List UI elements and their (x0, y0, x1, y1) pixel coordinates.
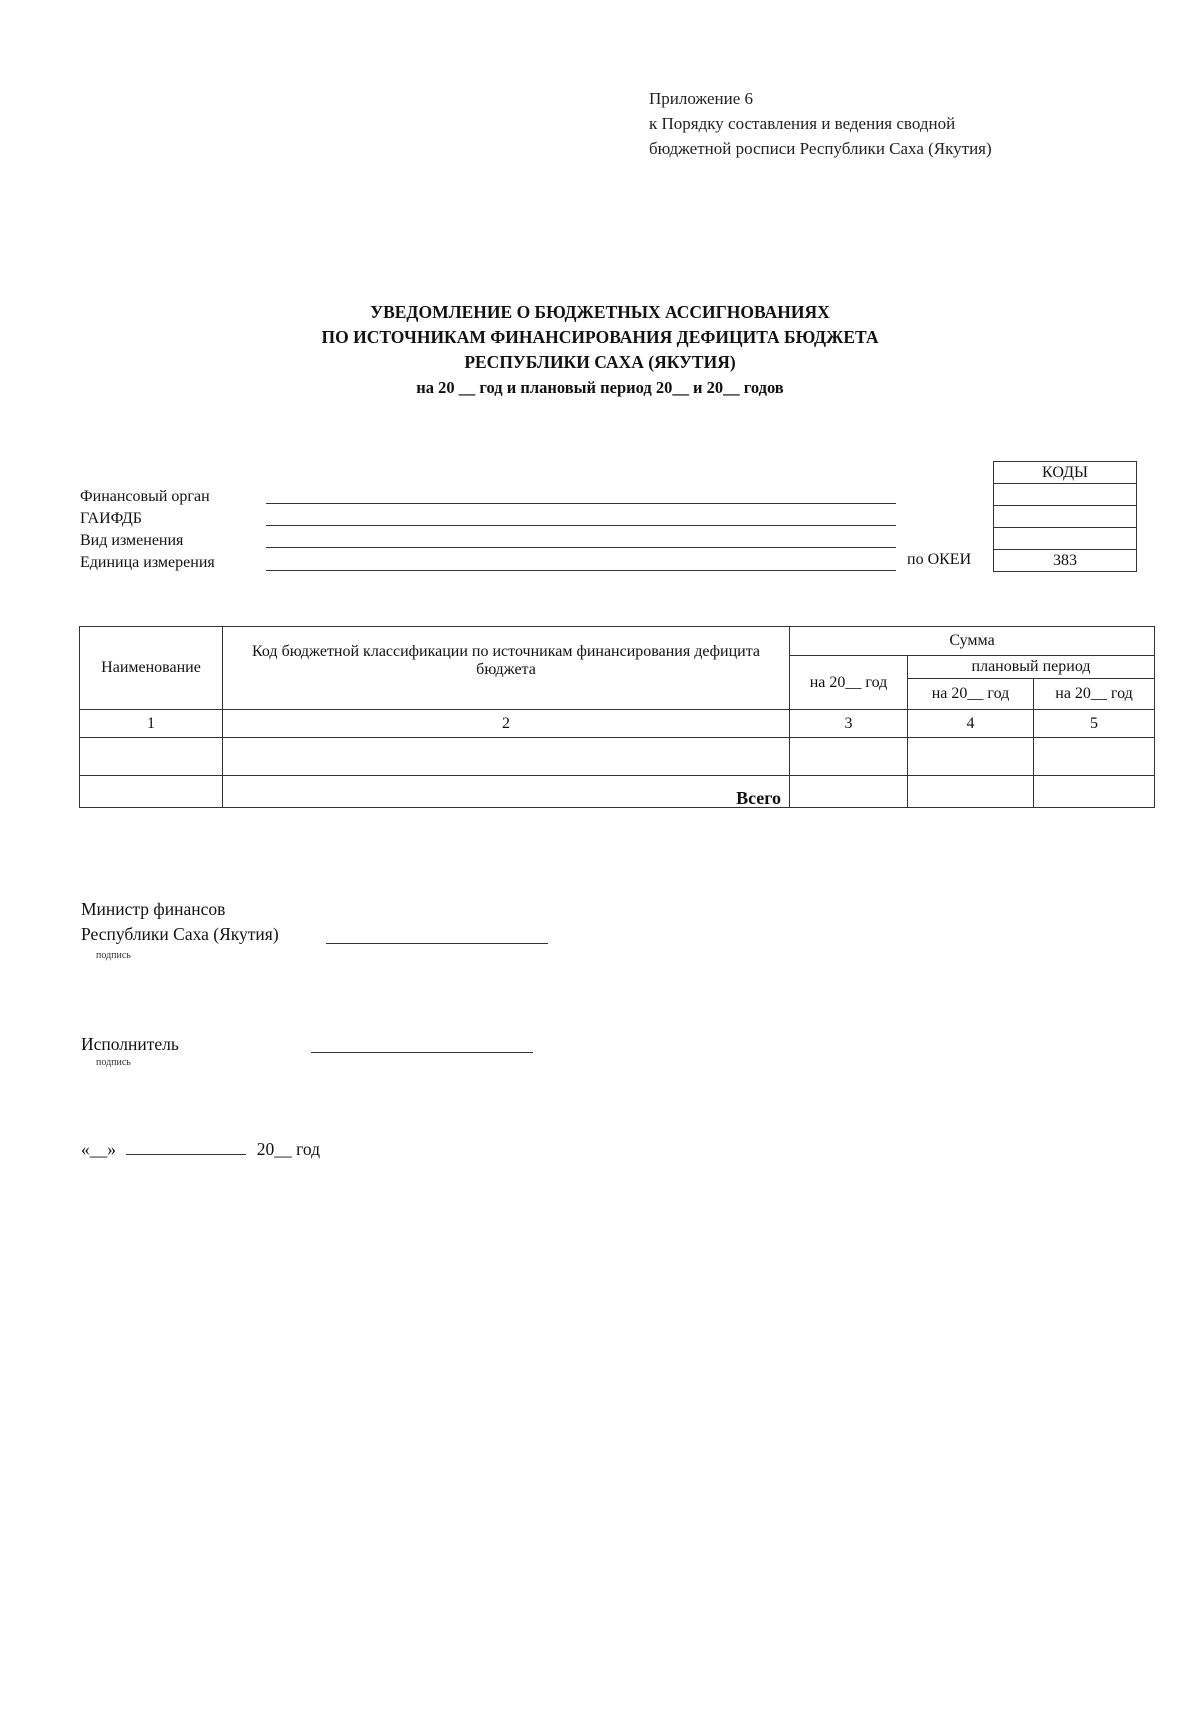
cell-code[interactable] (223, 738, 790, 776)
field-label-gaifdb: ГАИФДБ (80, 510, 142, 527)
header-planned-period: плановый период (908, 656, 1155, 679)
field-label-unit: Единица измерения (80, 554, 215, 571)
title-line-3: РЕСПУБЛИКИ САХА (ЯКУТИЯ) (464, 352, 736, 372)
minister-title-line-1: Министр финансов (81, 899, 226, 919)
signature-hint: подпись (96, 950, 131, 961)
date-month-line[interactable] (126, 1154, 246, 1155)
appendix-line-3: бюджетной росписи Республики Саха (Якутия) (649, 139, 992, 158)
code-cell-okei: 383 (994, 550, 1137, 572)
header-name: Наименование (80, 627, 223, 710)
cell-sum-year-3[interactable] (1034, 738, 1155, 776)
appendix-line-1: Приложение 6 (649, 89, 753, 108)
date-field (81, 1139, 320, 1160)
codes-title: КОДЫ (994, 462, 1137, 484)
code-cell-change-type[interactable] (994, 528, 1137, 550)
code-cell-financial-body[interactable] (994, 484, 1137, 506)
appropriations-table (79, 626, 1155, 808)
document-title (0, 300, 1200, 400)
field-line-change-type[interactable] (266, 547, 896, 548)
codes-box (993, 461, 1137, 572)
total-label: Всего (223, 776, 790, 808)
executor-label: Исполнитель (81, 1034, 179, 1054)
appendix-line-2: к Порядку составления и ведения сводной (649, 114, 956, 133)
cell-sum-year-2[interactable] (908, 738, 1034, 776)
total-sum-year-2[interactable] (908, 776, 1034, 808)
date-day: «__» (81, 1139, 116, 1159)
minister-signature-line[interactable] (326, 943, 548, 944)
title-line-2: ПО ИСТОЧНИКАМ ФИНАНСИРОВАНИЯ ДЕФИЦИТА БЮДЖЕТА (321, 327, 879, 347)
total-sum-year-1[interactable] (790, 776, 908, 808)
cell-sum-year-1[interactable] (790, 738, 908, 776)
date-year: 20__ год (256, 1139, 321, 1159)
field-label-financial-body: Финансовый орган (80, 488, 210, 505)
column-number: 3 (790, 710, 908, 738)
total-cell-name (80, 776, 223, 808)
column-number: 5 (1034, 710, 1155, 738)
header-year-3: на 20__ год (1034, 679, 1155, 710)
header-year-2: на 20__ год (908, 679, 1034, 710)
minister-title-line-2: Республики Саха (Якутия) (81, 924, 279, 944)
field-line-unit[interactable] (266, 570, 896, 571)
field-line-gaifdb[interactable] (266, 525, 896, 526)
total-row (80, 776, 1155, 808)
appendix-note (649, 86, 992, 161)
code-cell-gaifdb[interactable] (994, 506, 1137, 528)
column-number: 4 (908, 710, 1034, 738)
cell-name[interactable] (80, 738, 223, 776)
okei-label: по ОКЕИ (907, 551, 972, 568)
title-period: на 20 __ год и плановый период 20__ и 20__ годов (416, 378, 784, 397)
title-line-1: УВЕДОМЛЕНИЕ О БЮДЖЕТНЫХ АССИГНОВАНИЯХ (370, 302, 830, 322)
header-year-1: на 20__ год (790, 656, 908, 710)
field-line-financial-body[interactable] (266, 503, 896, 504)
field-label-change-type: Вид изменения (80, 532, 184, 549)
column-number: 1 (80, 710, 223, 738)
column-number: 2 (223, 710, 790, 738)
table-row (80, 738, 1155, 776)
total-sum-year-3[interactable] (1034, 776, 1155, 808)
executor-signature-line[interactable] (311, 1052, 533, 1053)
header-sum: Сумма (790, 627, 1155, 656)
header-code: Код бюджетной классификации по источникам финансирования дефицита бюджета (223, 627, 790, 710)
signature-hint: подпись (96, 1057, 131, 1068)
